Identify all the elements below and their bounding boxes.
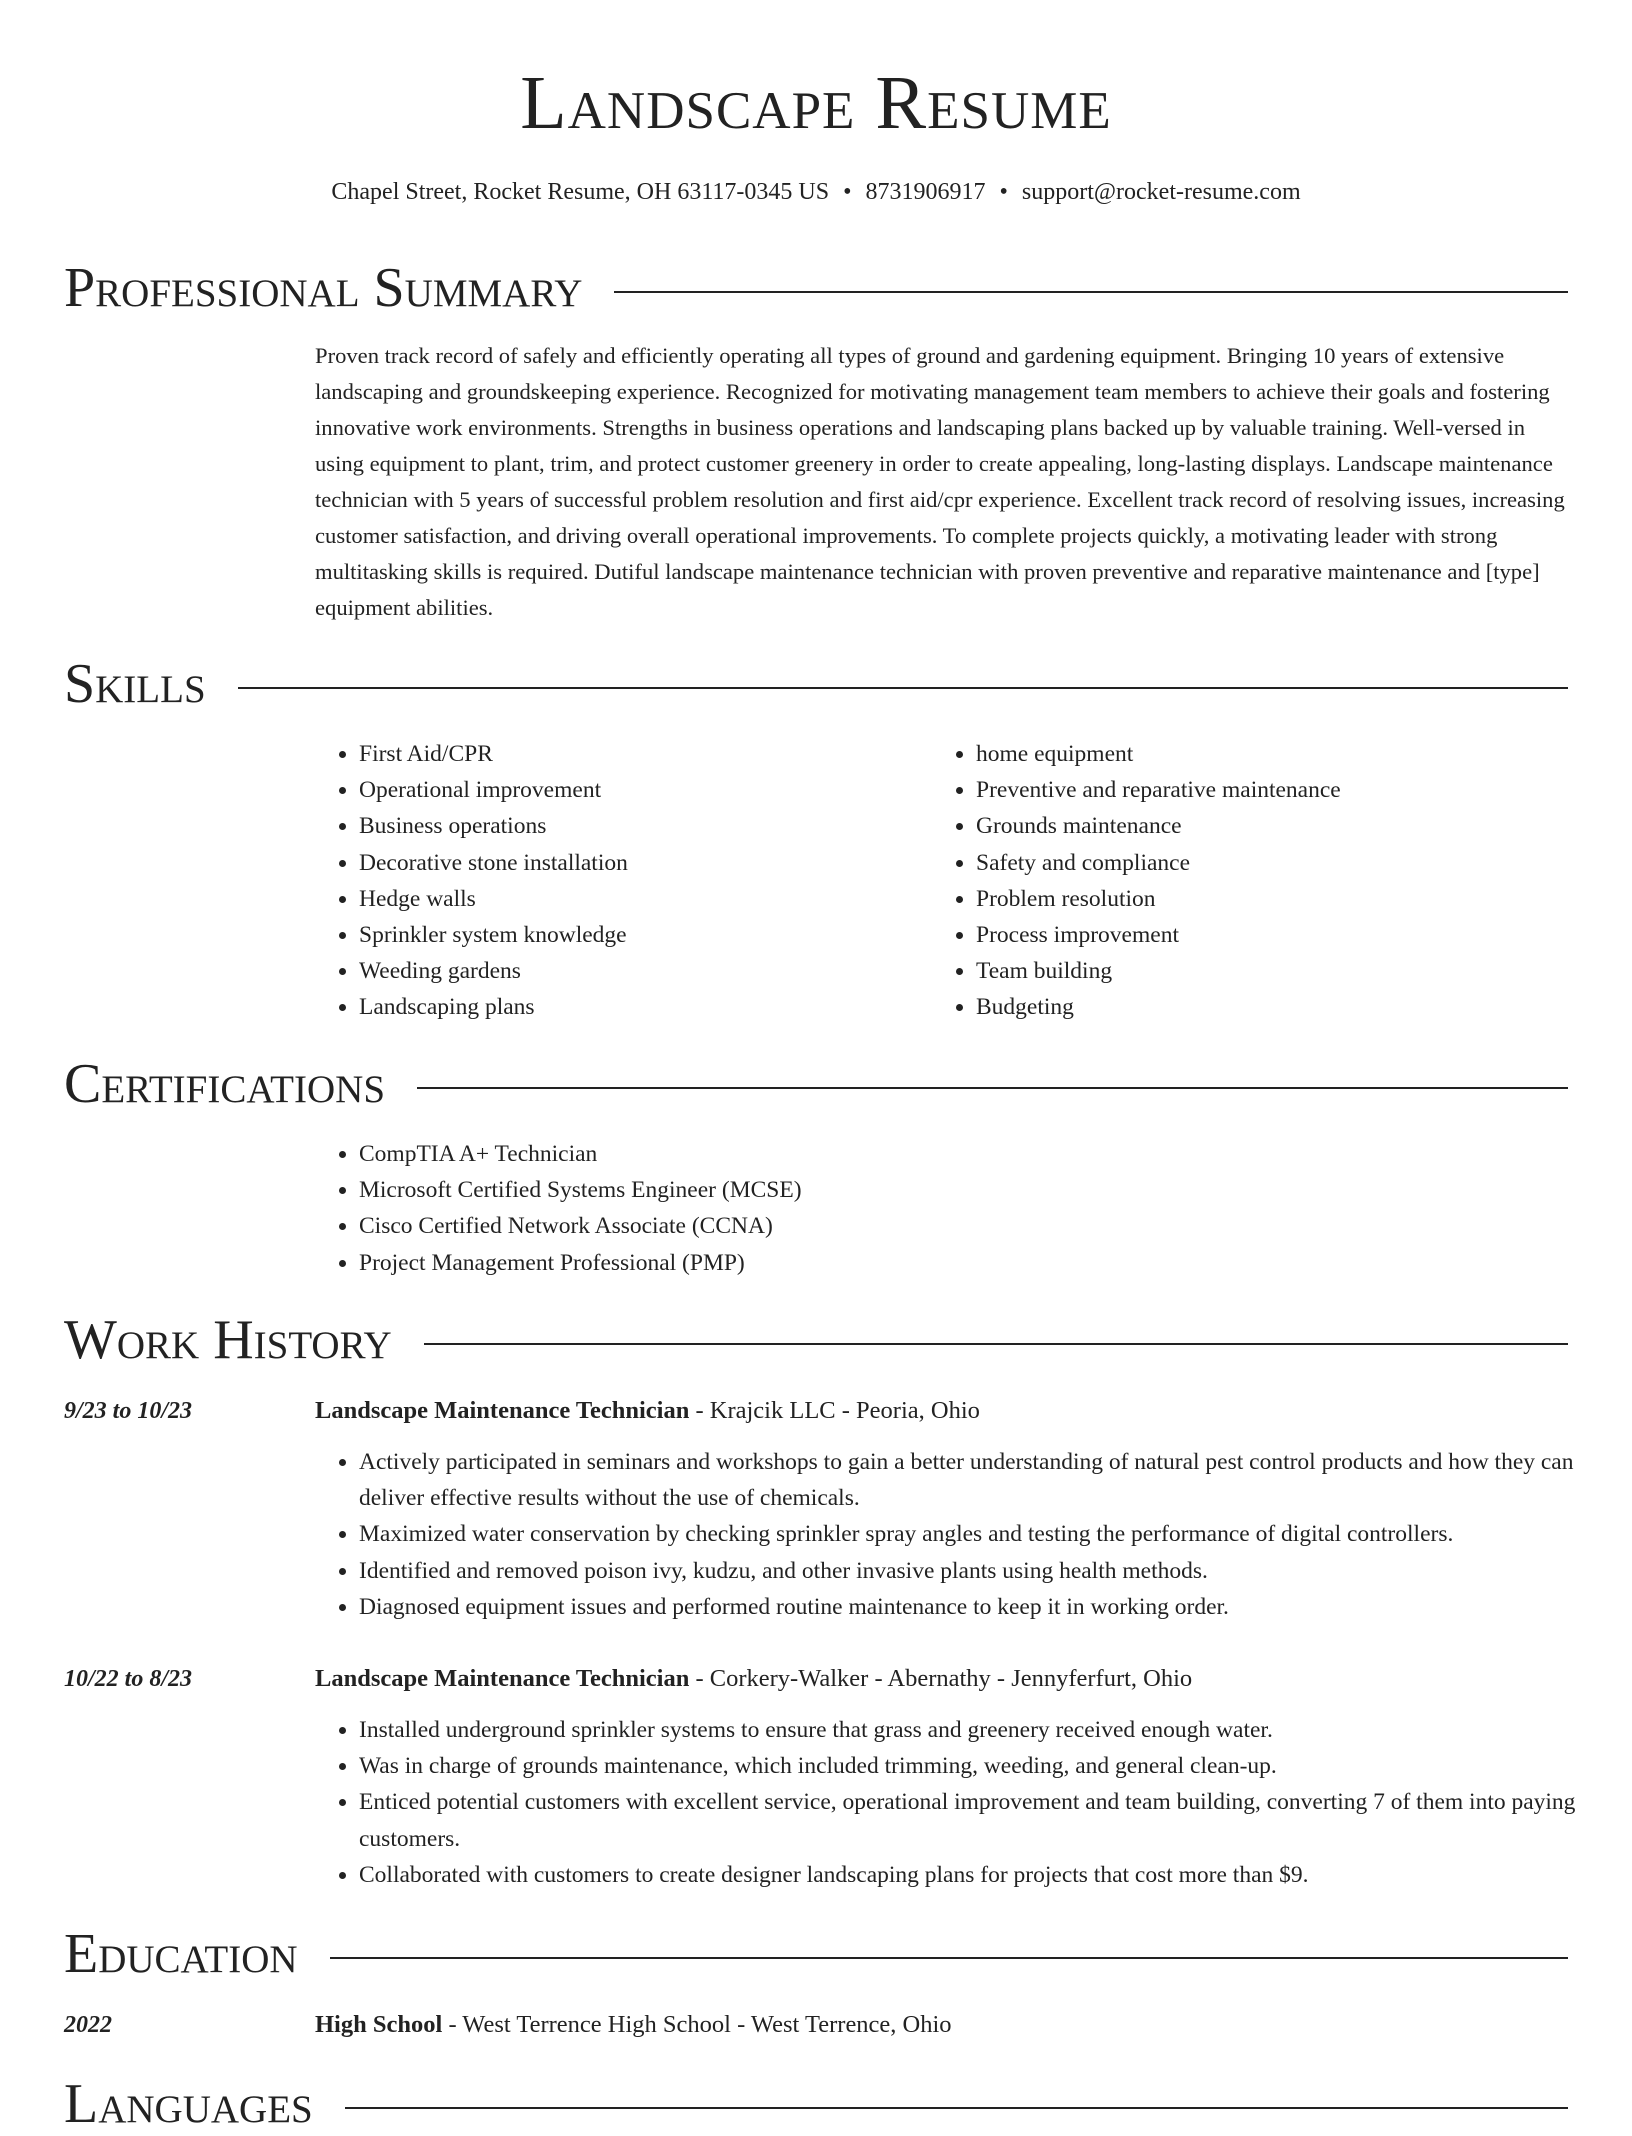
skill-item: • Landscaping plans <box>359 989 919 1025</box>
skill-item: • First Aid/CPR <box>359 736 919 772</box>
skill-item: • Business operations <box>359 808 919 844</box>
skills-list-right <box>932 736 1606 1026</box>
skill-item: • home equipment <box>976 736 1606 772</box>
job-bullet: • Collaborated with customers to create designer landscaping plans for projects that cost more than $9. <box>359 1857 1613 1893</box>
section-header-education <box>64 1922 1568 1986</box>
education-school: - West Terrence High School - West Terrence, Ohio <box>442 2011 952 2038</box>
section-header-summary <box>64 256 1568 320</box>
skill-item: • Budgeting <box>976 989 1606 1025</box>
skill-item: • Preventive and reparative maintenance <box>976 772 1606 808</box>
job-bullet: • Maximized water conservation by checking sprinkler spray angles and testing the performance of digital controllers. <box>359 1516 1613 1552</box>
education-degree: High School <box>315 2011 443 2038</box>
job-bullet: • Identified and removed poison ivy, kudzu, and other invasive plants using health methods. <box>359 1553 1613 1589</box>
summary-text: Proven track record of safely and efficiently operating all types of ground and gardening equipment. Bringing 10 years of extensive landscaping and groundskeeping experience. Recognized for motivating management team members to achieve their goals and fostering innovative work environments. Strengths in business operations and landscaping plans backed up by valuable training. Well-versed in using equipment to plant, trim, and protect customer greenery in order to create appealing, long-lasting displays. Landscape maintenance technician with 5 years of successful problem resolution and first aid/cpr experience. Excellent track record of resolving issues, increasing customer satisfaction, and driving overall operational improvements. To complete projects quickly, a motivating leader with strong multitasking skills is required. Dutiful landscape maintenance technician with proven preventive and reparative maintenance and [type] equipment abilities. <box>315 343 1565 620</box>
section-divider <box>614 291 1568 293</box>
resume-name: Landscape Resume <box>520 61 1112 145</box>
skill-item: • Problem resolution <box>976 881 1606 917</box>
section-divider <box>238 687 1568 689</box>
separator-dot: • <box>843 179 852 205</box>
contact-line <box>0 174 1632 210</box>
education-line <box>315 2007 952 2043</box>
section-header-skills <box>64 652 1568 716</box>
section-header-work-history <box>64 1308 1568 1372</box>
certification-item: • CompTIA A+ Technician <box>359 1136 1613 1172</box>
skill-item: • Team building <box>976 953 1606 989</box>
section-header-languages <box>64 2072 1568 2136</box>
job-title-line <box>315 1393 980 1429</box>
skill-item: • Weeding gardens <box>359 953 919 989</box>
skills-list-left <box>315 736 919 1026</box>
job-bullet: • Diagnosed equipment issues and performed routine maintenance to keep it in working order. <box>359 1589 1613 1625</box>
job-title: Landscape Maintenance Technician <box>315 1397 690 1424</box>
job-bullet: • Was in charge of grounds maintenance, which included trimming, weeding, and general clean-up. <box>359 1748 1613 1784</box>
job-dates: 10/22 to 8/23 <box>64 1666 193 1692</box>
certification-item: • Cisco Certified Network Associate (CCNA) <box>359 1208 1613 1244</box>
contact-email: support@rocket-resume.com <box>1021 179 1301 205</box>
job-title-line <box>315 1661 1192 1697</box>
job-bullet: • Actively participated in seminars and workshops to gain a better understanding of natural pest control products and how they can deliver effective results without the use of chemicals. <box>359 1444 1613 1516</box>
section-title-summary: Professional Summary <box>64 257 583 319</box>
job-bullets <box>315 1712 1613 1893</box>
separator-dot: • <box>999 179 1008 205</box>
job-bullet: • Enticed potential customers with excellent service, operational improvement and team building, converting 7 of them into paying customers. <box>359 1784 1613 1856</box>
job-employer: - Krajcik LLC - Peoria, Ohio <box>689 1397 980 1424</box>
contact-address: Chapel Street, Rocket Resume, OH 63117-0345 US <box>331 179 830 205</box>
section-title-skills: Skills <box>64 653 206 715</box>
skill-item: • Process improvement <box>976 917 1606 953</box>
skill-item: • Safety and compliance <box>976 845 1606 881</box>
skill-item: • Grounds maintenance <box>976 808 1606 844</box>
section-divider <box>330 1957 1568 1959</box>
skill-item: • Sprinkler system knowledge <box>359 917 919 953</box>
section-divider <box>424 1343 1568 1345</box>
section-divider <box>345 2107 1568 2109</box>
section-title-certifications: Certifications <box>64 1053 386 1115</box>
job-dates: 9/23 to 10/23 <box>64 1398 193 1424</box>
job-title: Landscape Maintenance Technician <box>315 1665 690 1692</box>
certification-item: • Project Management Professional (PMP) <box>359 1245 1613 1281</box>
section-title-work-history: Work History <box>64 1309 392 1371</box>
skill-item: • Decorative stone installation <box>359 845 919 881</box>
education-year: 2022 <box>64 2012 112 2038</box>
certification-item: • Microsoft Certified Systems Engineer (MCSE) <box>359 1172 1613 1208</box>
section-divider <box>417 1087 1568 1089</box>
certifications-list <box>315 1136 1613 1281</box>
skill-item: • Operational improvement <box>359 772 919 808</box>
job-bullets <box>315 1444 1613 1625</box>
job-employer: - Corkery-Walker - Abernathy - Jennyferfurt, Ohio <box>689 1665 1193 1692</box>
skill-item: • Hedge walls <box>359 881 919 917</box>
section-title-languages: Languages <box>64 2073 313 2135</box>
section-header-certifications <box>64 1052 1568 1116</box>
section-title-education: Education <box>64 1923 298 1985</box>
contact-phone: 8731906917 <box>865 179 986 205</box>
job-bullet: • Installed underground sprinkler systems to ensure that grass and greenery received enough water. <box>359 1712 1613 1748</box>
